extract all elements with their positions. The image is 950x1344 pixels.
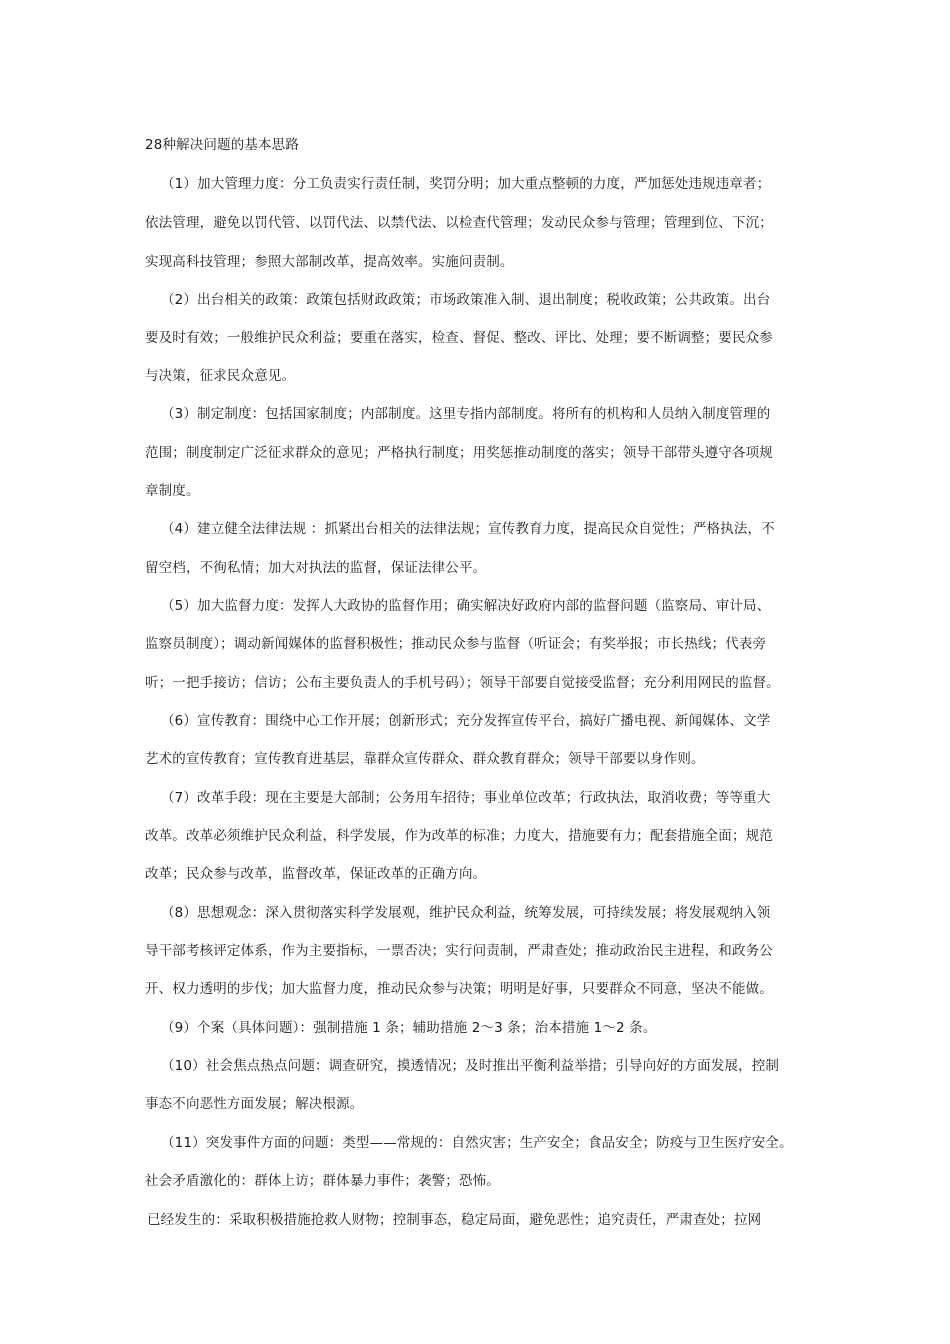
text-line: 章制度。 [145, 483, 200, 499]
text-line: （11）突发事件方面的问题：类型——常规的：自然灾害；生产安全；食品安全；防疫与卫生医疗安全。 [161, 1135, 793, 1151]
text-line: 艺术的宣传教育；宣传教育进基层，靠群众宣传群众、群众教育群众；领导干部要以身作则。 [145, 751, 705, 767]
text-line: （7）改革手段：现在主要是大部制；公务用车招待；事业单位改革；行政执法，取消收费；等等重大 [161, 790, 771, 806]
text-line: 已经发生的：采取积极措施抢救人财物；控制事态，稳定局面，避免恶性；追究责任，严肃查处；拉网 [147, 1212, 762, 1228]
text-line: 范围；制度制定广泛征求群众的意见；严格执行制度；用奖惩推动制度的落实；领导干部带头遵守各项规 [145, 445, 773, 461]
text-line: （9）个案（具体问题）：强制措施 1 条；辅助措施 2～3 条；治本措施 1～2 条。 [161, 1020, 657, 1036]
text-line: （10）社会焦点热点问题：调查研究，摸透情况；及时推出平衡利益举措；引导向好的方面发展，控制 [161, 1058, 780, 1074]
text-line: 导干部考核评定体系，作为主要指标，一票否决；实行问责制，严肃查处；推动政治民主进程，和政务公 [145, 943, 773, 959]
text-line: 与决策，征求民众意见。 [145, 368, 296, 384]
text-line: 听；一把手接访；信访；公布主要负责人的手机号码）；领导干部要自觉接受监督；充分利用网民的监督。 [145, 675, 780, 691]
text-line: 开、权力透明的步伐；加大监督力度，推动民众参与决策；明明是好事，只要群众不同意，坚决不能做。 [145, 981, 773, 997]
text-line: （2）出台相关的政策：政策包括财政政策；市场政策准入制、退出制度；税收政策；公共政策。出台 [161, 292, 771, 308]
document-title: 28种解决问题的基本思路 [145, 137, 299, 153]
text-line: （5）加大监督力度：发挥人大政协的监督作用；确实解决好政府内部的监督问题（监察局、审计局、 [161, 598, 771, 614]
text-line: 社会矛盾激化的：群体上访；群体暴力事件；袭警；恐怖。 [145, 1173, 500, 1189]
text-line: 事态不向恶性方面发展；解决根源。 [145, 1096, 364, 1112]
text-line: 要及时有效；一般维护民众利益；要重在落实，检查、督促、整改、评比、处理；要不断调整；要民众参 [145, 330, 773, 346]
text-line: （3）制定制度：包括国家制度；内部制度。这里专指内部制度。将所有的机构和人员纳入制度管理的 [161, 406, 771, 422]
text-line: 改革；民众参与改革，监督改革，保证改革的正确方向。 [145, 866, 487, 882]
text-line: 改革。改革必须维护民众利益，科学发展，作为改革的标准；力度大，措施要有力；配套措施全面；规范 [145, 828, 773, 844]
text-line: 实现高科技管理；参照大部制改革，提高效率。实施问责制。 [145, 254, 514, 270]
text-line: （8）思想观念：深入贯彻落实科学发展观，维护民众利益，统筹发展，可持续发展；将发展观纳入领 [161, 905, 771, 921]
text-line: 留空档，不徇私情；加大对执法的监督，保证法律公平。 [145, 560, 487, 576]
text-line: 依法管理，避免以罚代管、以罚代法、以禁代法、以检查代管理；发动民众参与管理；管理到位、下沉； [145, 215, 773, 231]
text-line: （6）宣传教育：围绕中心工作开展；创新形式；充分发挥宣传平台，搞好广播电视、新闻媒体、文学 [161, 713, 771, 729]
text-line: （1）加大管理力度：分工负责实行责任制，奖罚分明；加大重点整顿的力度，严加惩处违规违章者； [161, 176, 771, 192]
text-line: （4）建立健全法律法规 ：抓紧出台相关的法律法规；宣传教育力度，提高民众自觉性；严格执法，不 [161, 521, 775, 537]
text-line: 监察员制度）；调动新闻媒体的监督积极性；推动民众参与监督（听证会；有奖举报；市长热线；代表旁 [145, 636, 767, 652]
